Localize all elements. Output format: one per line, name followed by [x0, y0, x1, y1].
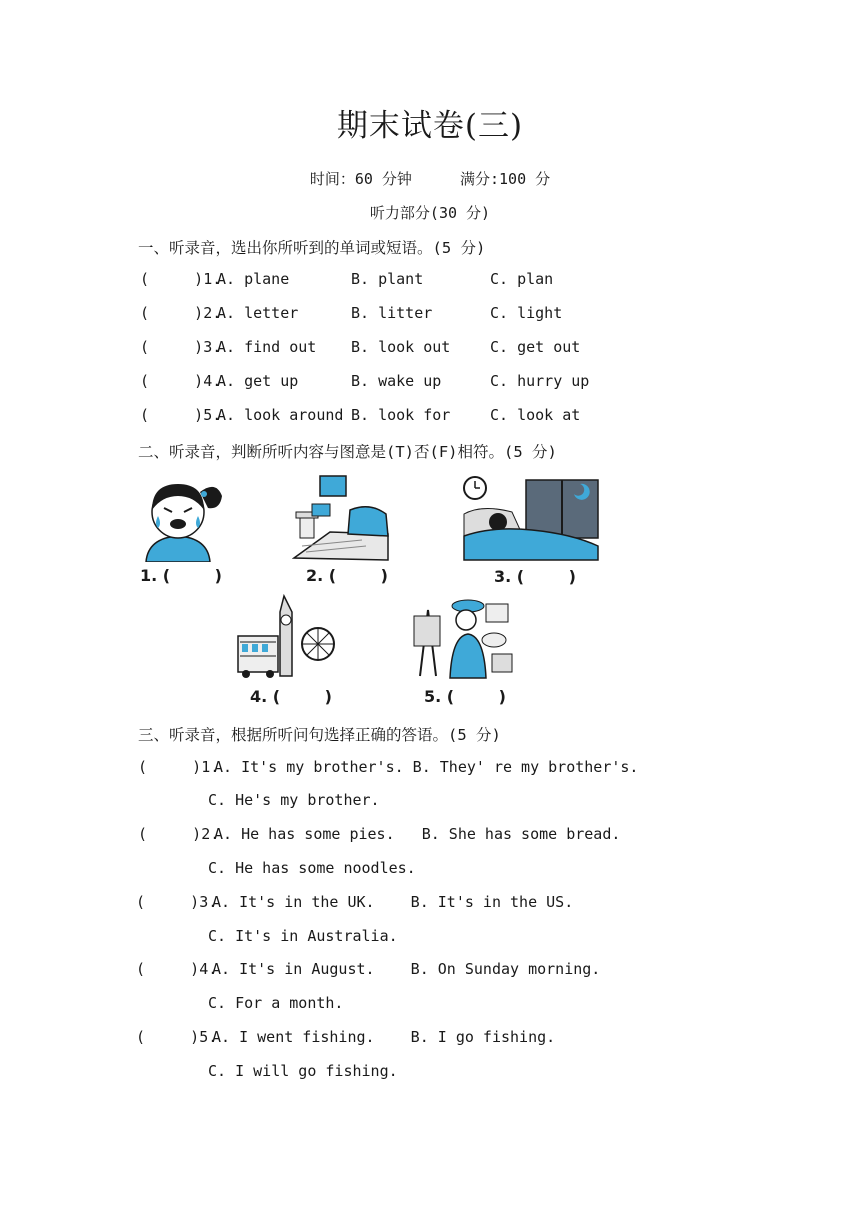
s1-q2-option-c: C. light: [490, 304, 563, 322]
s3-q5-options-ab: A. I went fishing. B. I go fishing.: [212, 1028, 556, 1046]
s3-q3-options-ab: A. It's in the UK. B. It's in the US.: [212, 893, 574, 911]
s1-q4-option-b: B. wake up: [351, 372, 442, 390]
s3-q3-option-c: C. It's in Australia.: [208, 927, 398, 945]
s1-q3-num: ( )3.: [140, 338, 222, 356]
s1-q1-option-c: C. plan: [490, 270, 554, 288]
exam-time: 时间：60 分钟: [309, 170, 412, 188]
s1-q3-option-a: A. find out: [217, 338, 317, 356]
s1-q3-option-b: B. look out: [351, 338, 451, 356]
s3-q2-num: ( )2.: [138, 825, 220, 843]
exam-meta: [0, 168, 860, 189]
girl-crying-illustration: [134, 474, 230, 562]
s1-q1-num: ( )1.: [140, 270, 222, 288]
s1-q5-num: ( )5.: [140, 406, 222, 424]
picture1-caption: 1. ( ): [140, 566, 222, 585]
listening-part-label: 听力部分(30 分): [369, 204, 491, 222]
s3-q2-options-ab: A. He has some pies. B. She has some bread.: [214, 825, 621, 843]
s3-q1-option-c: C. He's my brother.: [208, 791, 380, 809]
bed-illustration: [292, 474, 392, 562]
exam-score: 满分:100 分: [460, 170, 551, 188]
s3-q3-num: ( )3.: [136, 893, 218, 911]
s3-q1-num: ( )1.: [138, 758, 220, 776]
painter-illustration: [410, 596, 516, 680]
s1-q2-option-b: B. litter: [351, 304, 433, 322]
s1-q2-num: ( )2.: [140, 304, 222, 322]
s1-q4-num: ( )4.: [140, 372, 222, 390]
s1-q2-option-a: A. letter: [217, 304, 299, 322]
picture5-caption: 5. ( ): [424, 687, 506, 706]
page-title: 期末试卷(三): [336, 108, 524, 144]
s3-q4-option-c: C. For a month.: [208, 994, 344, 1012]
s1-q4-option-c: C. hurry up: [490, 372, 590, 390]
s3-q4-num: ( )4.: [136, 960, 218, 978]
picture3-caption: 3. ( ): [494, 567, 576, 586]
picture2-caption: 2. ( ): [306, 566, 388, 585]
section3-heading: 三、听录音，根据所听问句选择正确的答语。(5 分): [138, 726, 501, 744]
s1-q1-option-a: A. plane: [217, 270, 290, 288]
s1-q4-option-a: A. get up: [217, 372, 299, 390]
s1-q5-option-a: A. look around: [217, 406, 344, 424]
picture4-caption: 4. ( ): [250, 687, 332, 706]
london-scene-illustration: [236, 592, 336, 680]
section2-heading: 二、听录音，判断所听内容与图意是(T)否(F)相符。(5 分): [138, 443, 557, 461]
s3-q2-option-c: C. He has some noodles.: [208, 859, 416, 877]
s1-q5-option-c: C. look at: [490, 406, 581, 424]
s3-q5-option-c: C. I will go fishing.: [208, 1062, 398, 1080]
s3-q4-options-ab: A. It's in August. B. On Sunday morning.: [212, 960, 601, 978]
s1-q1-option-b: B. plant: [351, 270, 424, 288]
section1-heading: 一、听录音，选出你所听到的单词或短语。(5 分): [138, 239, 486, 257]
s3-q1-options-ab: A. It's my brother's. B. They' re my brother's.: [214, 758, 639, 776]
s1-q3-option-c: C. get out: [490, 338, 581, 356]
sleeping-illustration: [462, 474, 600, 562]
s1-q5-option-b: B. look for: [351, 406, 451, 424]
s3-q5-num: ( )5.: [136, 1028, 218, 1046]
